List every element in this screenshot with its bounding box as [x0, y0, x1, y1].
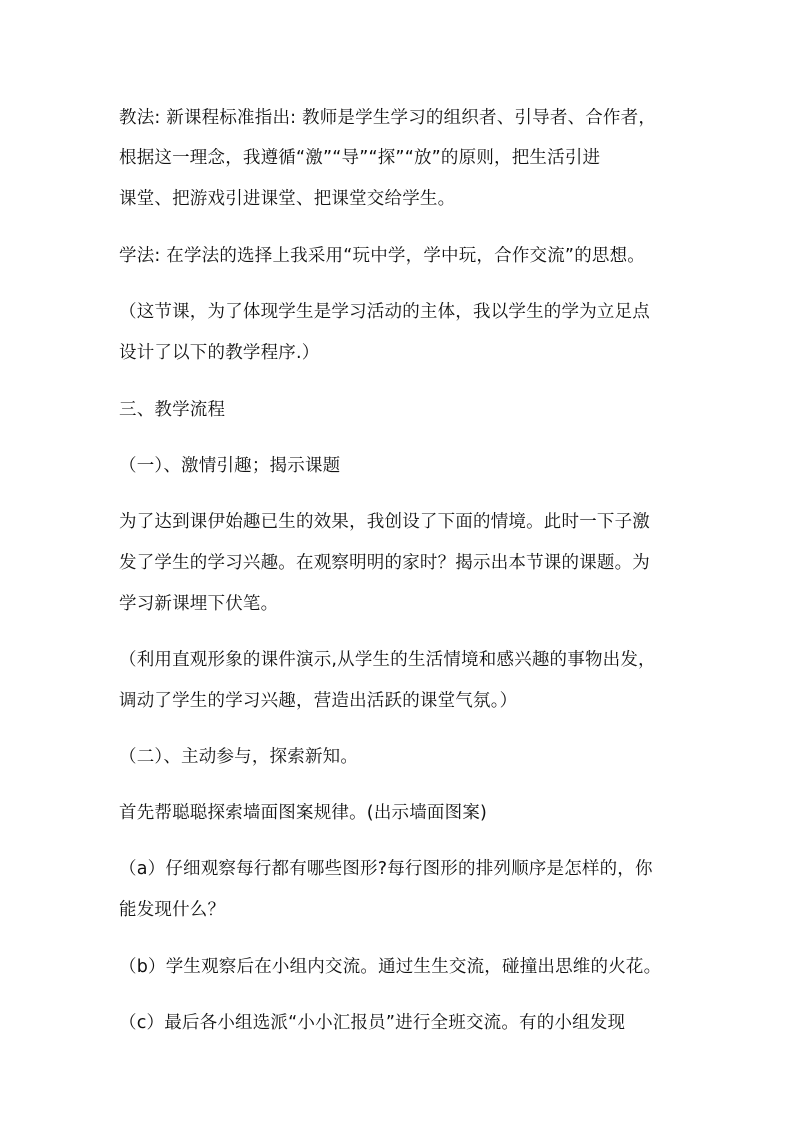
text-line: 教法: 新课程标准指出: 教师是学生学习的组织者、引导者、合作者，	[119, 108, 657, 128]
text-line: 学法: 在学法的选择上我采用“玩中学，学中玩，合作交流”的思想。	[119, 246, 645, 266]
text-line: 发了学生的学习兴趣。在观察明明的家时？揭示出本节课的课题。为	[119, 553, 650, 573]
subsection-heading: （一）、激情引趣；揭示课题	[119, 456, 341, 476]
text-line: 首先帮聪聪探索墙面图案规律。(出示墙面图案)	[119, 803, 488, 823]
text-line: 学习新课埋下伏笔。	[119, 594, 279, 614]
text-line: （c）最后各小组选派“小小汇报员”进行全班交流。有的小组发现	[119, 1013, 626, 1033]
text-line: 调动了学生的学习兴趣，营造出活跃的课堂气氛。）	[119, 691, 518, 711]
text-line: 根据这一理念，我遵循“激”“导”“探”“放”的原则，把生活引进	[119, 148, 601, 168]
text-line: （a）仔细观察每行都有哪些图形?每行图形的排列顺序是怎样的，你	[119, 859, 653, 879]
section-heading: 三、教学流程	[119, 400, 226, 420]
subsection-heading: （二）、主动参与，探索新知。	[119, 747, 359, 767]
text-line: 能发现什么？	[119, 900, 226, 920]
text-line: （b）学生观察后在小组内交流。通过生生交流，碰撞出思维的火花。	[119, 957, 662, 977]
text-line: （这节课，为了体现学生是学习活动的主体，我以学生的学为立足点	[119, 302, 650, 322]
text-line: （利用直观形象的课件演示,从学生的生活情境和感兴趣的事物出发，	[119, 650, 656, 670]
text-line: 为了达到课伊始趣已生的效果，我创设了下面的情境。此时一下子激	[119, 512, 650, 532]
text-line: 设计了以下的教学程序.）	[119, 343, 320, 363]
text-line: 课堂、把游戏引进课堂、把课堂交给学生。	[119, 189, 456, 209]
